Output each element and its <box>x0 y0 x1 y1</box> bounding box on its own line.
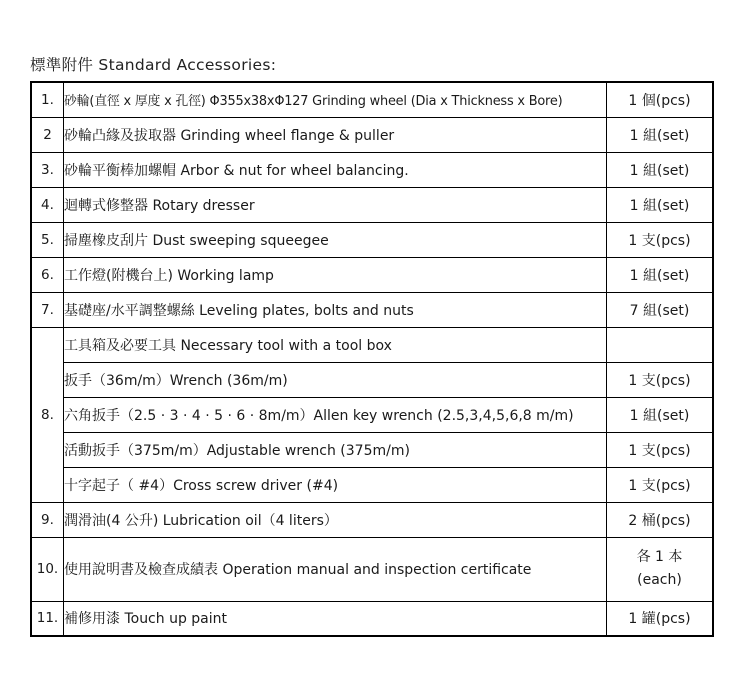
description-cell: 砂輪凸緣及拔取器 Grinding wheel flange & puller <box>64 117 607 152</box>
quantity-cell: 1 支(pcs) <box>607 222 714 257</box>
description-cell: 工具箱及必要工具 Necessary tool with a tool box <box>64 327 607 362</box>
table-row <box>31 82 713 117</box>
quantity-cell: 1 組(set) <box>607 152 714 187</box>
description-cell: 補修用漆 Touch up paint <box>64 601 607 636</box>
row-number: 9. <box>31 502 64 537</box>
row-number: 11. <box>31 601 64 636</box>
description-cell: 基礎座/水平調整螺絲 Leveling plates, bolts and nuts <box>64 292 607 327</box>
page-title: 標準附件 Standard Accessories: <box>30 56 277 74</box>
table-subrow <box>31 362 713 397</box>
quantity-cell: 1 組(set) <box>607 187 714 222</box>
row-number: 7. <box>31 292 64 327</box>
description-cell: 潤滑油(4 公升) Lubrication oil（4 liters） <box>64 502 607 537</box>
table-row <box>31 257 713 292</box>
description-cell: 十字起子（ #4）Cross screw driver (#4) <box>64 467 607 502</box>
table-row <box>31 537 713 601</box>
description-cell: 工作燈(附機台上) Working lamp <box>64 257 607 292</box>
quantity-cell: 1 組(set) <box>607 117 714 152</box>
quantity-cell: 1 支(pcs) <box>607 432 714 467</box>
quantity-cell: 1 組(set) <box>607 257 714 292</box>
quantity-cell <box>607 327 714 362</box>
table-row <box>31 502 713 537</box>
description-cell: 扳手（36m/m）Wrench (36m/m) <box>64 362 607 397</box>
quantity-cell: 1 支(pcs) <box>607 362 714 397</box>
description-cell: 使用說明書及檢查成績表 Operation manual and inspection certificate <box>64 537 607 601</box>
row-number: 10. <box>31 537 64 601</box>
row-number: 5. <box>31 222 64 257</box>
table-row <box>31 152 713 187</box>
row-number: 6. <box>31 257 64 292</box>
quantity-cell: 1 個(pcs) <box>607 82 714 117</box>
quantity-line-1: 各 1 本 <box>636 549 683 565</box>
quantity-line-2: (each) <box>637 572 682 588</box>
row-number: 4. <box>31 187 64 222</box>
row-number: 1. <box>31 82 64 117</box>
description-cell: 掃塵橡皮刮片 Dust sweeping squeegee <box>64 222 607 257</box>
table-row <box>31 292 713 327</box>
table-subrow <box>31 397 713 432</box>
quantity-cell: 2 桶(pcs) <box>607 502 714 537</box>
quantity-cell: 1 支(pcs) <box>607 467 714 502</box>
quantity-cell: 1 罐(pcs) <box>607 601 714 636</box>
quantity-cell <box>607 537 714 601</box>
quantity-cell: 1 組(set) <box>607 397 714 432</box>
description-cell: 活動扳手（375m/m）Adjustable wrench (375m/m) <box>64 432 607 467</box>
quantity-cell: 7 組(set) <box>607 292 714 327</box>
row-number: 3. <box>31 152 64 187</box>
table-row <box>31 601 713 636</box>
description-cell: 六角扳手（2.5 · 3 · 4 · 5 · 6 · 8m/m）Allen key wrench (2.5,3,4,5,6,8 m/m) <box>64 397 607 432</box>
description-cell: 砂輪(直徑 x 厚度 x 孔徑) Φ355x38xΦ127 Grinding wheel (Dia x Thickness x Bore) <box>64 82 607 117</box>
description-cell: 迴轉式修整器 Rotary dresser <box>64 187 607 222</box>
accessories-table <box>30 81 714 637</box>
table-row <box>31 117 713 152</box>
table-row-group-8 <box>31 327 713 362</box>
row-number: 8. <box>31 327 64 502</box>
table-row <box>31 222 713 257</box>
table-subrow <box>31 467 713 502</box>
table-subrow <box>31 432 713 467</box>
row-number: 2 <box>31 117 64 152</box>
description-cell: 砂輪平衡棒加螺帽 Arbor & nut for wheel balancing. <box>64 152 607 187</box>
table-row <box>31 187 713 222</box>
